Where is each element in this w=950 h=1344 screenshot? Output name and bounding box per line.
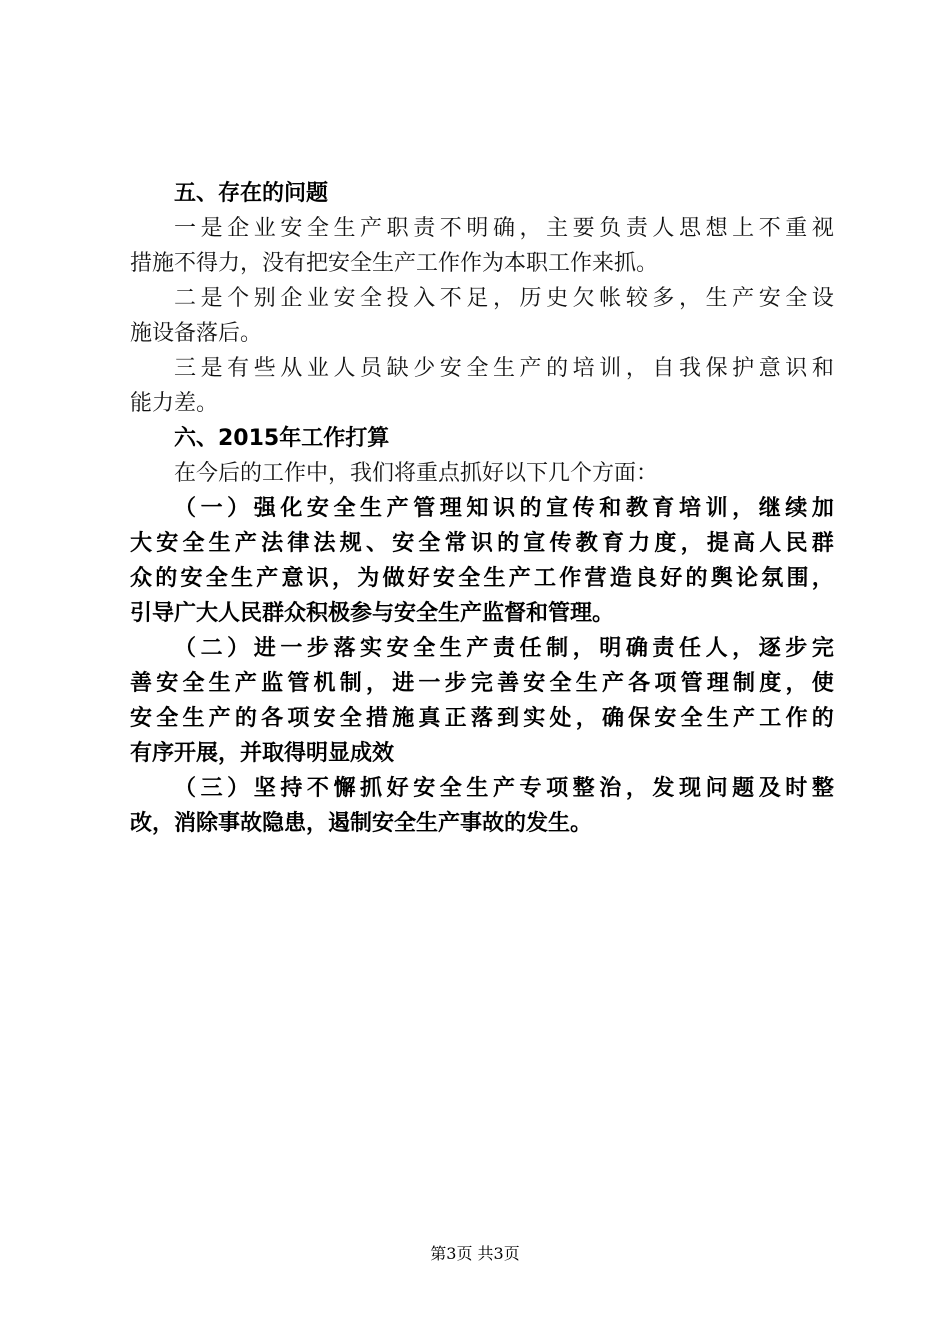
text-char: 制 bbox=[339, 671, 362, 696]
text-char: 继 bbox=[758, 496, 781, 521]
text-char: 制 bbox=[546, 636, 569, 661]
text-char: 产 bbox=[508, 566, 531, 591]
text-char: 措 bbox=[365, 706, 388, 731]
text-char: 安 bbox=[180, 566, 203, 591]
text-char: 全 bbox=[306, 216, 329, 241]
text-char: 懈 bbox=[333, 776, 356, 801]
text-char: 全 bbox=[680, 706, 703, 731]
text-char: 工 bbox=[534, 566, 557, 591]
text-char: ， bbox=[492, 286, 515, 311]
text-char: ， bbox=[572, 636, 595, 661]
text-char: 全 bbox=[205, 566, 228, 591]
text-char: ， bbox=[332, 566, 355, 591]
text-char: 负 bbox=[599, 216, 622, 241]
text-char: 二 bbox=[200, 636, 223, 661]
text-char: （ bbox=[174, 776, 197, 801]
text-char: 生 bbox=[360, 496, 383, 521]
text-char: ， bbox=[575, 706, 598, 731]
text-char: 管 bbox=[413, 496, 436, 521]
text-char: 生 bbox=[483, 566, 506, 591]
text-char: 安 bbox=[313, 706, 336, 731]
text-char: 有 bbox=[227, 356, 250, 381]
text-char: 整 bbox=[572, 776, 595, 801]
text-char: 提 bbox=[706, 531, 729, 556]
text-char: 上 bbox=[732, 216, 755, 241]
text-char: ， bbox=[678, 286, 701, 311]
text-char: 多 bbox=[652, 286, 675, 311]
text-char: 宣 bbox=[546, 496, 569, 521]
text-char: 人 bbox=[652, 216, 675, 241]
text-char: 别 bbox=[253, 286, 276, 311]
text-char: ， bbox=[732, 496, 755, 521]
text-char: 好 bbox=[407, 566, 430, 591]
text-char: 生 bbox=[575, 671, 598, 696]
text-char: 全 bbox=[413, 636, 436, 661]
text-char: 制 bbox=[733, 671, 756, 696]
text-char: 帐 bbox=[599, 286, 622, 311]
text-char: 产 bbox=[256, 566, 279, 591]
text-char: 常 bbox=[444, 531, 467, 556]
text-char: 教 bbox=[625, 496, 648, 521]
text-char: 造 bbox=[609, 566, 632, 591]
text-char: 氛 bbox=[761, 566, 784, 591]
text-char: 安 bbox=[156, 531, 179, 556]
text-char: 论 bbox=[736, 566, 759, 591]
text-char: 全 bbox=[182, 531, 205, 556]
text-char: 项 bbox=[546, 776, 569, 801]
text-char: 想 bbox=[705, 216, 728, 241]
text-char: 抓 bbox=[360, 776, 383, 801]
text-char: ） bbox=[227, 636, 250, 661]
text-char: 些 bbox=[253, 356, 276, 381]
text-char: ， bbox=[625, 356, 648, 381]
text-char: 任 bbox=[519, 636, 542, 661]
text-char: 全 bbox=[156, 706, 179, 731]
text-char: 一 bbox=[174, 216, 197, 241]
text-char: 知 bbox=[466, 496, 489, 521]
text-char: 任 bbox=[678, 636, 701, 661]
text-char: 思 bbox=[678, 216, 701, 241]
text-char: 安 bbox=[433, 566, 456, 591]
text-char: 安 bbox=[413, 776, 436, 801]
text-char: 项 bbox=[287, 706, 310, 731]
text-char: 产 bbox=[360, 216, 383, 241]
page-footer bbox=[0, 1243, 950, 1265]
text-char: ， bbox=[732, 636, 755, 661]
text-char: 步 bbox=[306, 636, 329, 661]
text-char: 题 bbox=[732, 776, 755, 801]
text-char: 人 bbox=[333, 356, 356, 381]
text-char: 少 bbox=[413, 356, 436, 381]
text-char: 项 bbox=[654, 671, 677, 696]
text-line bbox=[130, 666, 834, 701]
text-char: 一 bbox=[418, 671, 441, 696]
text-char: 不 bbox=[439, 216, 462, 241]
text-char: 三 bbox=[200, 776, 223, 801]
text-char: 传 bbox=[572, 496, 595, 521]
text-char: 训 bbox=[599, 356, 622, 381]
text-char: 不 bbox=[306, 776, 329, 801]
text-char: 步 bbox=[785, 636, 808, 661]
text-char: ， bbox=[811, 566, 834, 591]
text-line-content: 措施不得力，没有把安全生产工作作为本职工作来抓。 bbox=[130, 251, 659, 276]
text-char: 产 bbox=[466, 636, 489, 661]
text-char: 安 bbox=[439, 356, 462, 381]
text-char: 责 bbox=[652, 636, 675, 661]
text-char: 投 bbox=[386, 286, 409, 311]
text-char: 的 bbox=[234, 706, 257, 731]
text-char: 明 bbox=[466, 216, 489, 241]
text-char: 一 bbox=[200, 496, 223, 521]
text-char: 规 bbox=[339, 531, 362, 556]
text-char: 及 bbox=[758, 776, 781, 801]
text-char: 企 bbox=[227, 216, 250, 241]
text-char: 是 bbox=[200, 286, 223, 311]
text-char: 全 bbox=[418, 531, 441, 556]
text-char: 持 bbox=[280, 776, 303, 801]
text-char: 视 bbox=[811, 216, 834, 241]
text-char: 善 bbox=[130, 671, 153, 696]
text-char: 的 bbox=[497, 531, 520, 556]
text-char: 舆 bbox=[710, 566, 733, 591]
text-char: 强 bbox=[253, 496, 276, 521]
text-line bbox=[130, 771, 834, 806]
text-line-content: 有序开展，并取得明显成效 bbox=[130, 741, 395, 766]
document-body bbox=[130, 176, 834, 841]
text-char: 业 bbox=[306, 356, 329, 381]
text-line bbox=[130, 281, 834, 316]
text-char: 施 bbox=[392, 706, 415, 731]
text-char: 欠 bbox=[572, 286, 595, 311]
text-char: 力 bbox=[628, 531, 651, 556]
text-char: 产 bbox=[733, 706, 756, 731]
text-line bbox=[130, 736, 834, 771]
text-char: 理 bbox=[439, 496, 462, 521]
text-char: 是 bbox=[200, 216, 223, 241]
text-char: 三 bbox=[174, 356, 197, 381]
text-char: 处 bbox=[549, 706, 572, 731]
text-char: 全 bbox=[360, 286, 383, 311]
text-char: 生 bbox=[705, 286, 728, 311]
text-char: 作 bbox=[785, 706, 808, 731]
text-char: 各 bbox=[628, 671, 651, 696]
text-char: ， bbox=[785, 671, 808, 696]
text-char: 全 bbox=[333, 496, 356, 521]
text-char: 和 bbox=[811, 356, 834, 381]
text-char: 从 bbox=[280, 356, 303, 381]
text-char: 理 bbox=[706, 671, 729, 696]
text-line-content: 在今后的工作中，我们将重点抓好以下几个方面： bbox=[174, 461, 659, 486]
text-line bbox=[130, 701, 834, 736]
text-line-content: 六、2015年工作打算 bbox=[174, 426, 390, 451]
text-char: 使 bbox=[811, 671, 834, 696]
text-char: 业 bbox=[306, 286, 329, 311]
text-char: 良 bbox=[635, 566, 658, 591]
text-char: 法 bbox=[313, 531, 336, 556]
text-line bbox=[130, 316, 834, 351]
text-char: 产 bbox=[234, 671, 257, 696]
text-char: （ bbox=[174, 636, 197, 661]
text-char: 安 bbox=[156, 671, 179, 696]
text-char: 的 bbox=[811, 706, 834, 731]
text-char: 好 bbox=[386, 776, 409, 801]
text-char: 确 bbox=[492, 216, 515, 241]
text-line bbox=[130, 806, 834, 841]
text-char: 要 bbox=[572, 216, 595, 241]
text-char: 步 bbox=[444, 671, 467, 696]
text-char: 进 bbox=[253, 636, 276, 661]
text-char: 正 bbox=[444, 706, 467, 731]
text-char: 意 bbox=[281, 566, 304, 591]
text-line bbox=[130, 176, 834, 211]
text-char: 实 bbox=[523, 706, 546, 731]
text-char: 职 bbox=[386, 216, 409, 241]
text-char: 全 bbox=[549, 671, 572, 696]
text-char: 作 bbox=[559, 566, 582, 591]
text-char: 做 bbox=[382, 566, 405, 591]
text-char: 护 bbox=[732, 356, 755, 381]
text-char: 人 bbox=[759, 531, 782, 556]
text-char: 生 bbox=[333, 216, 356, 241]
text-line bbox=[130, 491, 834, 526]
text-line bbox=[130, 386, 834, 421]
text-char: 为 bbox=[357, 566, 380, 591]
text-char: 逐 bbox=[758, 636, 781, 661]
text-line bbox=[130, 596, 834, 631]
text-char: 安 bbox=[523, 671, 546, 696]
text-char: 度 bbox=[759, 671, 782, 696]
text-char: 二 bbox=[174, 286, 197, 311]
text-line bbox=[130, 351, 834, 386]
text-char: 产 bbox=[492, 776, 515, 801]
text-char: 重 bbox=[785, 216, 808, 241]
text-char: 确 bbox=[601, 706, 624, 731]
text-char: 足 bbox=[466, 286, 489, 311]
text-line bbox=[130, 211, 834, 246]
text-char: 加 bbox=[811, 496, 834, 521]
text-char: 识 bbox=[492, 496, 515, 521]
text-char: 安 bbox=[280, 216, 303, 241]
text-char: 教 bbox=[575, 531, 598, 556]
text-char: 现 bbox=[678, 776, 701, 801]
text-char: 生 bbox=[439, 636, 462, 661]
text-char: 众 bbox=[130, 566, 153, 591]
text-char: 全 bbox=[182, 671, 205, 696]
text-char: 高 bbox=[733, 531, 756, 556]
text-char: 全 bbox=[339, 706, 362, 731]
text-char: 缺 bbox=[386, 356, 409, 381]
text-char: 保 bbox=[628, 706, 651, 731]
text-line bbox=[130, 631, 834, 666]
text-char: 的 bbox=[685, 566, 708, 591]
text-char: 设 bbox=[811, 286, 834, 311]
text-char: 传 bbox=[549, 531, 572, 556]
text-char: 我 bbox=[678, 356, 701, 381]
text-char: 治 bbox=[599, 776, 622, 801]
text-char: 产 bbox=[732, 286, 755, 311]
text-char: 培 bbox=[678, 496, 701, 521]
text-char: 生 bbox=[231, 566, 254, 591]
text-char: 生 bbox=[706, 706, 729, 731]
text-char: 完 bbox=[470, 671, 493, 696]
text-char: 完 bbox=[811, 636, 834, 661]
text-char: 识 bbox=[785, 356, 808, 381]
text-char: 民 bbox=[785, 531, 808, 556]
text-char: ， bbox=[365, 671, 388, 696]
text-char: 法 bbox=[261, 531, 284, 556]
text-char: 专 bbox=[519, 776, 542, 801]
text-char: 的 bbox=[155, 566, 178, 591]
text-char: 自 bbox=[652, 356, 675, 381]
text-char: 机 bbox=[313, 671, 336, 696]
text-char: 历 bbox=[519, 286, 542, 311]
text-char: 好 bbox=[660, 566, 683, 591]
text-char: 坚 bbox=[253, 776, 276, 801]
text-char: 产 bbox=[519, 356, 542, 381]
text-char: 全 bbox=[439, 776, 462, 801]
text-char: 是 bbox=[200, 356, 223, 381]
text-char: 实 bbox=[360, 636, 383, 661]
text-char: 到 bbox=[497, 706, 520, 731]
text-line-content: 施设备落后。 bbox=[130, 321, 263, 346]
text-char: 个 bbox=[227, 286, 250, 311]
text-char: 识 bbox=[470, 531, 493, 556]
text-char: 全 bbox=[466, 356, 489, 381]
text-char: 度 bbox=[654, 531, 677, 556]
text-char: 群 bbox=[811, 531, 834, 556]
text-char: 落 bbox=[470, 706, 493, 731]
text-char: 的 bbox=[519, 496, 542, 521]
text-char: 育 bbox=[652, 496, 675, 521]
text-char: 确 bbox=[625, 636, 648, 661]
text-char: 安 bbox=[333, 286, 356, 311]
text-char: 主 bbox=[546, 216, 569, 241]
text-char: 明 bbox=[599, 636, 622, 661]
text-char: 发 bbox=[652, 776, 675, 801]
text-char: ， bbox=[625, 776, 648, 801]
text-char: ， bbox=[680, 531, 703, 556]
text-char: 意 bbox=[758, 356, 781, 381]
text-char: 落 bbox=[333, 636, 356, 661]
text-char: 业 bbox=[253, 216, 276, 241]
text-line-content: 改，消除事故隐患，遏制安全生产事故的发生。 bbox=[130, 811, 593, 836]
text-char: 训 bbox=[705, 496, 728, 521]
text-char: ） bbox=[227, 776, 250, 801]
text-char: 管 bbox=[287, 671, 310, 696]
text-line bbox=[130, 561, 834, 596]
text-char: 监 bbox=[261, 671, 284, 696]
text-char: 进 bbox=[392, 671, 415, 696]
text-char: 产 bbox=[208, 706, 231, 731]
text-char: 宣 bbox=[523, 531, 546, 556]
text-char: 各 bbox=[261, 706, 284, 731]
text-char: 问 bbox=[705, 776, 728, 801]
text-char: 全 bbox=[458, 566, 481, 591]
text-char: 安 bbox=[386, 636, 409, 661]
text-char: 识 bbox=[306, 566, 329, 591]
text-char: 生 bbox=[208, 531, 231, 556]
text-char: 培 bbox=[572, 356, 595, 381]
text-char: 、 bbox=[365, 531, 388, 556]
text-char: 续 bbox=[785, 496, 808, 521]
text-char: 保 bbox=[705, 356, 728, 381]
text-char: 律 bbox=[287, 531, 310, 556]
text-line bbox=[130, 526, 834, 561]
text-char: ） bbox=[227, 496, 250, 521]
text-char: 育 bbox=[601, 531, 624, 556]
page-number-label: 第3页 共3页 bbox=[430, 1244, 520, 1263]
text-char: 围 bbox=[786, 566, 809, 591]
text-line-content: 五、存在的问题 bbox=[174, 181, 329, 206]
text-char: （ bbox=[174, 496, 197, 521]
text-line bbox=[130, 246, 834, 281]
text-char: 管 bbox=[680, 671, 703, 696]
text-char: 营 bbox=[584, 566, 607, 591]
text-char: 入 bbox=[413, 286, 436, 311]
text-char: 安 bbox=[306, 496, 329, 521]
text-char: 较 bbox=[625, 286, 648, 311]
text-char: 员 bbox=[360, 356, 383, 381]
text-char: 工 bbox=[759, 706, 782, 731]
text-char: 真 bbox=[418, 706, 441, 731]
text-char: 企 bbox=[280, 286, 303, 311]
text-char: 不 bbox=[439, 286, 462, 311]
text-char: 产 bbox=[386, 496, 409, 521]
text-char: 的 bbox=[546, 356, 569, 381]
text-char: 安 bbox=[654, 706, 677, 731]
text-char: 生 bbox=[466, 776, 489, 801]
text-line bbox=[130, 456, 834, 491]
text-char: 大 bbox=[130, 531, 153, 556]
text-char: 安 bbox=[392, 531, 415, 556]
text-char: 和 bbox=[599, 496, 622, 521]
text-char: 史 bbox=[546, 286, 569, 311]
text-line bbox=[130, 421, 834, 456]
text-char: 责 bbox=[413, 216, 436, 241]
text-char: 生 bbox=[492, 356, 515, 381]
text-char: 全 bbox=[785, 286, 808, 311]
text-char: 善 bbox=[497, 671, 520, 696]
text-char: 安 bbox=[130, 706, 153, 731]
text-char: 不 bbox=[758, 216, 781, 241]
text-char: 安 bbox=[758, 286, 781, 311]
text-char: 生 bbox=[182, 706, 205, 731]
text-char: 产 bbox=[601, 671, 624, 696]
text-char: 人 bbox=[705, 636, 728, 661]
text-line-content: 能力差。 bbox=[130, 391, 219, 416]
text-line-content: 引导广大人民群众积极参与安全生产监督和管理。 bbox=[130, 601, 615, 626]
text-char: 时 bbox=[785, 776, 808, 801]
text-char: 责 bbox=[625, 216, 648, 241]
text-char: 责 bbox=[492, 636, 515, 661]
text-char: ， bbox=[519, 216, 542, 241]
text-char: 化 bbox=[280, 496, 303, 521]
text-char: 一 bbox=[280, 636, 303, 661]
text-char: 生 bbox=[208, 671, 231, 696]
text-char: 产 bbox=[234, 531, 257, 556]
text-char: 整 bbox=[811, 776, 834, 801]
